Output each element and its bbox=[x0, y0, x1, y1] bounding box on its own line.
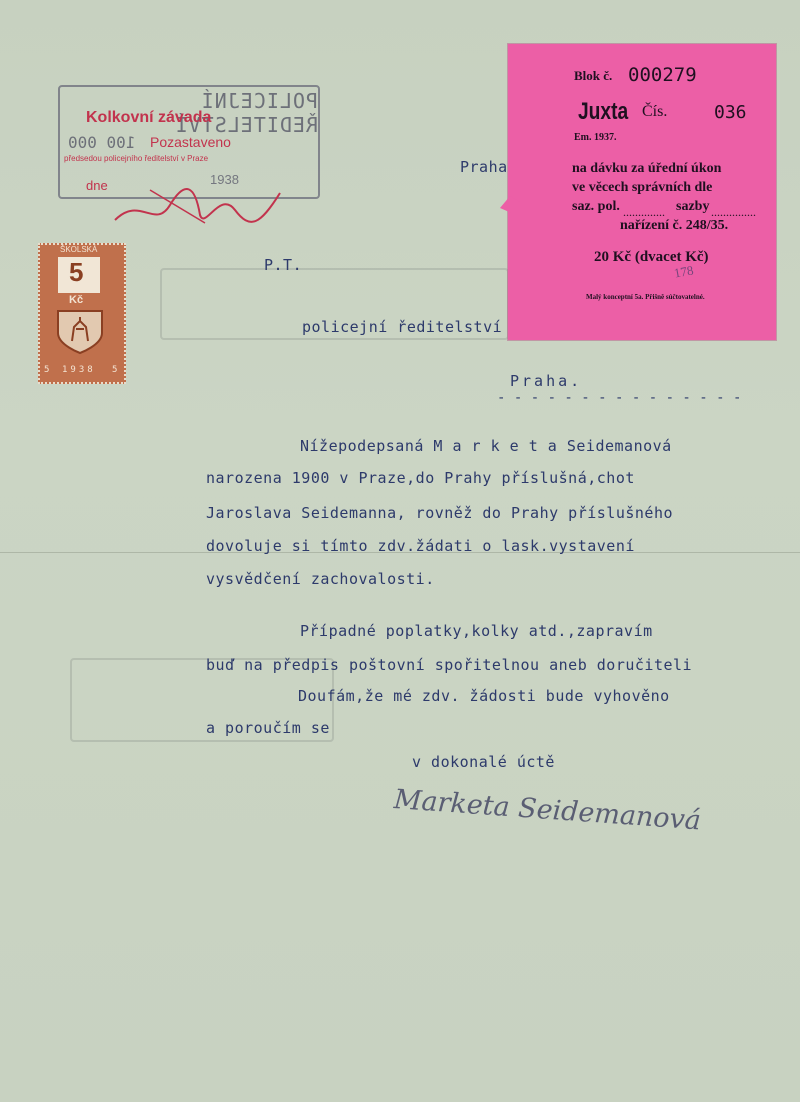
place-top: Praha bbox=[460, 158, 508, 176]
juxta-line1: na dávku za úřední úkon bbox=[572, 161, 722, 176]
kolkovni-small-line: předsedou policejního ředitelství v Praze bbox=[64, 154, 209, 163]
juxta-title: Juxta bbox=[578, 98, 629, 125]
juxta-blok-number: 000279 bbox=[628, 64, 697, 86]
juxta-amount: 20 Kč (dvacet Kč) bbox=[594, 249, 709, 265]
stamp-year: 1938 bbox=[62, 365, 96, 375]
body-line-7: buď na předpis poštovní spořitelnou aneb doručiteli bbox=[206, 656, 693, 674]
body-line-1: Nížepodepsaná M a r k e t a Seidemanová bbox=[300, 437, 672, 455]
stamp-corner-right: 5 bbox=[112, 365, 118, 375]
body-line-2: narozena 1900 v Praze,do Prahy příslušná,chot bbox=[206, 469, 635, 487]
pink-tear-fragment bbox=[496, 188, 526, 218]
postage-stamp bbox=[38, 243, 126, 384]
stamp-corner-left: 5 bbox=[44, 365, 50, 375]
pozastaveno-text: Pozastaveno bbox=[150, 134, 231, 150]
official-scribble-signature bbox=[110, 175, 290, 235]
juxta-line3-b: sazby bbox=[676, 199, 710, 214]
lion-shield-icon bbox=[54, 307, 106, 355]
body-line-5: vysvědčení zachovalosti. bbox=[206, 570, 435, 588]
kolkovni-date-label: dne bbox=[86, 178, 108, 193]
kolkovni-date-value: 1938 bbox=[210, 172, 239, 187]
juxta-blok-label: Blok č. bbox=[574, 68, 613, 83]
addressee-city: Praha. bbox=[510, 372, 583, 390]
salutation: P.T. bbox=[264, 256, 303, 274]
closing: v dokonalé úctě bbox=[412, 753, 555, 771]
police-stamp-number: 100 000 bbox=[68, 133, 136, 152]
addressee-city-underline: - - - - - - - - - - - - - - - bbox=[497, 390, 742, 406]
addressee: policejní ředitelství bbox=[302, 318, 503, 336]
body-line-6: Případné poplatky,kolky atd.,zapravím bbox=[300, 622, 653, 640]
juxta-line4: nařízení č. 248/35. bbox=[620, 218, 729, 233]
juxta-line3-dots: .............. bbox=[623, 205, 665, 219]
stamp-value: 5 bbox=[69, 257, 84, 287]
juxta-line2: ve věcech správních dle bbox=[572, 180, 713, 195]
stamp-currency: Kč bbox=[69, 294, 84, 306]
juxta-fee-slip bbox=[508, 44, 776, 340]
juxta-line3-dots-b: ............... bbox=[711, 205, 756, 219]
juxta-overstamp: 178 bbox=[672, 262, 695, 281]
body-line-3: Jaroslava Seidemanna, rovněž do Prahy příslušného bbox=[206, 504, 674, 522]
juxta-cis-number: 036 bbox=[714, 102, 747, 123]
signature: Marketa Seidemanová bbox=[392, 784, 702, 837]
police-stamp-header: POLICEJNÍ ŘEDITELSTVÍ bbox=[174, 89, 318, 137]
juxta-em: Em. 1937. bbox=[574, 132, 617, 143]
juxta-line3-a: saz. pol. bbox=[572, 199, 620, 214]
body-line-4: dovoluje si tímto zdv.žádati o lask.vystavení bbox=[206, 537, 635, 555]
juxta-footer: Malý konceptní 5a. Přišně súčtovatelné. bbox=[586, 293, 705, 301]
body-line-8: Doufám,že mé zdv. žádosti bude vyhověno bbox=[298, 687, 670, 705]
juxta-cis-label: Čís. bbox=[642, 103, 668, 120]
stamp-value-panel bbox=[58, 257, 100, 293]
body-line-9: a poroučím se bbox=[206, 719, 330, 737]
kolkovni-zavada-text: Kolkovní závada bbox=[86, 109, 212, 126]
stamp-top-text: ŠKOLSKÁ bbox=[60, 245, 98, 254]
